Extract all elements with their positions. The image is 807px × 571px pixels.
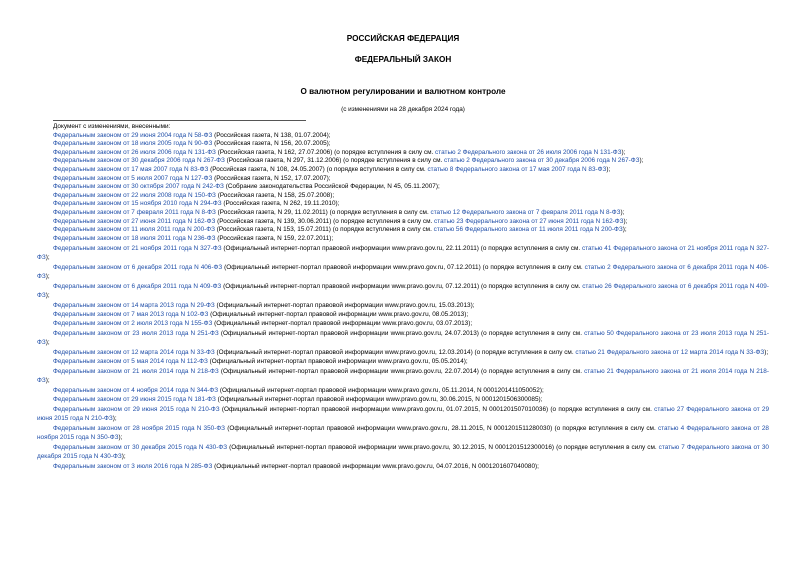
entry-into-force-article-link[interactable]: статью 27 Федерального закона от 29 июня 2015 года N 210-ФЗ xyxy=(37,405,769,422)
publication-info: (Официальный интернет-портал правовой информации www.pravo.gov.ru, 22.07.2014) (о порядке вступления в силу см. xyxy=(218,367,585,375)
amendment-entry xyxy=(37,175,769,184)
document-title-subject: О валютном регулировании и валютном контроле xyxy=(300,87,506,96)
amendment-entry xyxy=(37,368,769,386)
entry-into-force-article-link[interactable]: статью 8 Федерального закона от 17 мая 2007 года N 83-ФЗ xyxy=(427,165,607,173)
amendment-entry xyxy=(37,425,769,443)
publication-info: (Российская газета, N 138, 01.07.2004); xyxy=(212,131,331,139)
amending-law-link[interactable]: Федеральным законом от 11 июля 2011 года N 200-ФЗ xyxy=(53,226,215,234)
entry-closing: ); xyxy=(45,253,50,261)
entry-closing: ); xyxy=(606,165,611,173)
amending-law-link[interactable]: Федеральным законом от 21 июля 2014 года N 218-ФЗ xyxy=(53,367,219,375)
publication-info: (Официальный интернет-портал правовой информации www.pravo.gov.ru, 05.11.2014, N 0001201411050052); xyxy=(218,387,544,394)
amendment-entry xyxy=(37,245,769,263)
publication-info: (Официальный интернет-портал правовой информации www.pravo.gov.ru, 30.06.2015, N 0001201506300085); xyxy=(215,395,543,403)
amending-law-link[interactable]: Федеральным законом от 18 июля 2011 года N 236-ФЗ xyxy=(53,234,216,242)
amending-law-link[interactable]: Федеральным законом от 30 декабря 2006 года N 267-ФЗ xyxy=(53,157,225,165)
edition-note: (с изменениями на 28 декабря 2024 года) xyxy=(341,106,465,113)
amendment-entry xyxy=(37,140,769,149)
amending-law-link[interactable]: Федеральным законом от 17 мая 2007 года N 83-ФЗ xyxy=(53,165,209,173)
entry-closing: ); xyxy=(45,376,50,384)
amendment-entry xyxy=(37,396,769,405)
amendment-entry xyxy=(37,132,769,141)
amending-law-link[interactable]: Федеральным законом от 22 июля 2008 года N 150-ФЗ xyxy=(53,191,216,199)
entry-into-force-article-link[interactable]: статью 21 Федерального закона от 12 марта 2014 года N 33-ФЗ xyxy=(575,349,765,357)
entry-into-force-article-link[interactable]: статью 26 Федерального закона от 6 декабря 2011 года N 409-ФЗ xyxy=(37,283,769,300)
amendment-entry xyxy=(37,406,769,424)
amendment-entry xyxy=(37,320,769,329)
amending-law-link[interactable]: Федеральным законом от 12 марта 2014 года N 33-ФЗ xyxy=(53,349,215,357)
publication-info: (Официальный интернет-портал правовой информации www.pravo.gov.ru, 28.11.2015, N 0001201511280030) (о порядке вступления в силу см. xyxy=(225,424,658,432)
amendment-entry xyxy=(37,302,769,311)
publication-info: (Официальный интернет-портал правовой информации www.pravo.gov.ru, 03.07.2013); xyxy=(212,319,473,327)
publication-info: (Российская газета, N 139, 30.06.2011) (о порядке вступления в силу см. xyxy=(215,217,435,225)
amending-law-link[interactable]: Федеральным законом от 14 марта 2013 года N 29-ФЗ xyxy=(53,302,215,310)
publication-info: (Официальный интернет-портал правовой информации www.pravo.gov.ru, 24.07.2013) (о порядке вступления в силу см. xyxy=(218,329,585,337)
amending-law-link[interactable]: Федеральным законом от 2 июля 2013 года N 155-ФЗ xyxy=(53,319,213,327)
amendment-entry xyxy=(37,444,769,462)
amendment-entry xyxy=(37,235,769,244)
amending-law-link[interactable]: Федеральным законом от 4 ноября 2014 года N 344-ФЗ xyxy=(53,387,219,394)
publication-info: (Собрание законодательства Российской Федерации, N 45, 05.11.2007); xyxy=(223,183,440,191)
entry-into-force-article-link[interactable]: статью 2 Федерального закона от 26 июля 2006 года N 131-ФЗ xyxy=(435,148,622,156)
entry-closing: ); xyxy=(45,272,50,280)
amendment-entry xyxy=(37,349,769,358)
separator-rule xyxy=(53,120,306,121)
amendment-entry xyxy=(37,183,769,192)
publication-info: (Российская газета, N 153, 15.07.2011) (о порядке вступления в силу см. xyxy=(214,226,434,234)
entry-closing: ); xyxy=(121,452,126,460)
amending-law-link[interactable]: Федеральным законом от 27 июня 2011 года N 162-ФЗ xyxy=(53,217,216,225)
publication-info: (Российская газета, N 159, 22.07.2011); xyxy=(215,234,334,242)
amending-law-link[interactable]: Федеральным законом от 29 июня 2015 года N 210-ФЗ xyxy=(53,405,220,413)
publication-info: (Российская газета, N 297, 31.12.2006) (о порядке вступления в силу см. xyxy=(224,157,445,165)
amendment-entry xyxy=(37,209,769,218)
publication-info: (Российская газета, N 152, 17.07.2007); xyxy=(212,174,331,182)
entry-into-force-article-link[interactable]: статью 12 Федерального закона от 7 февраля 2011 года N 8-ФЗ xyxy=(430,208,621,216)
entry-into-force-article-link[interactable]: статью 21 Федерального закона от 21 июля 2014 года N 218-ФЗ xyxy=(37,367,769,384)
publication-info: (Официальный интернет-портал правовой информации www.pravo.gov.ru, 22.11.2011) (о порядке вступления в силу см. xyxy=(221,244,582,252)
entry-into-force-article-link[interactable]: статью 2 Федерального закона от 6 декабря 2011 года N 406-ФЗ xyxy=(37,264,769,280)
entry-closing: ); xyxy=(112,414,117,422)
entry-closing: ); xyxy=(621,148,626,156)
amending-law-link[interactable]: Федеральным законом от 30 октября 2007 года N 242-ФЗ xyxy=(53,183,224,191)
amendment-entry xyxy=(37,166,769,175)
amending-law-link[interactable]: Федеральным законом от 23 июля 2013 года N 251-ФЗ xyxy=(53,329,219,337)
publication-info: (Российская газета, N 29, 11.02.2011) (о порядке вступления в силу см. xyxy=(215,208,431,216)
publication-info: (Официальный интернет-портал правовой информации www.pravo.gov.ru, 15.03.2013); xyxy=(214,302,475,310)
amendment-entry xyxy=(37,283,769,301)
document-title-type: ФЕДЕРАЛЬНЫЙ ЗАКОН xyxy=(354,55,452,64)
amendments-intro: Документ с изменениями, внесенными: xyxy=(53,123,171,130)
entry-closing: ); xyxy=(639,157,644,165)
entry-into-force-article-link[interactable]: статью 7 Федерального закона от 30 декабря 2015 года N 430-ФЗ xyxy=(37,444,769,460)
publication-info: (Официальный интернет-портал правовой информации www.pravo.gov.ru, 05.05.2014); xyxy=(207,357,468,365)
publication-info: (Официальный интернет-портал правовой информации www.pravo.gov.ru, 01.07.2015, N 0001201507010036) (о порядке вступления в силу см. xyxy=(219,405,655,413)
amendment-entry xyxy=(37,218,769,227)
entry-closing: ); xyxy=(118,433,123,441)
amending-law-link[interactable]: Федеральным законом от 28 ноября 2015 года N 350-ФЗ xyxy=(53,424,226,432)
amendment-entry xyxy=(37,387,769,396)
amending-law-link[interactable]: Федеральным законом от 7 февраля 2011 года N 8-ФЗ xyxy=(53,208,216,216)
amending-law-link[interactable]: Федеральным законом от 29 июня 2004 года N 58-ФЗ xyxy=(53,131,213,139)
amendment-entry xyxy=(37,463,769,472)
entry-into-force-article-link[interactable]: статью 41 Федерального закона от 21 ноября 2011 года N 327-ФЗ xyxy=(37,244,769,261)
amending-law-link[interactable]: Федеральным законом от 3 июля 2016 года N 285-ФЗ xyxy=(53,463,213,471)
publication-info: (Российская газета, N 262, 19.11.2010); xyxy=(221,200,340,208)
amending-law-link[interactable]: Федеральным законом от 15 ноября 2010 года N 294-ФЗ xyxy=(53,200,222,208)
publication-info: (Российская газета, N 158, 25.07.2008); xyxy=(215,191,335,199)
amending-law-link[interactable]: Федеральным законом от 30 декабря 2015 года N 430-ФЗ xyxy=(53,444,228,452)
entry-closing: ); xyxy=(620,208,625,216)
entry-into-force-article-link[interactable]: статью 4 Федерального закона от 28 ноября 2015 года N 350-ФЗ xyxy=(37,424,769,441)
amending-law-link[interactable]: Федеральным законом от 29 июня 2015 года N 181-ФЗ xyxy=(53,395,216,403)
amendment-entry xyxy=(37,311,769,320)
document-title-country: РОССИЙСКАЯ ФЕДЕРАЦИЯ xyxy=(346,34,460,43)
amending-law-link[interactable]: Федеральным законом от 6 декабря 2011 года N 409-ФЗ xyxy=(53,283,222,291)
publication-info: (Российская газета, N 108, 24.05.2007) (о порядке вступления в силу см. xyxy=(208,165,428,173)
publication-info: (Официальный интернет-портал правовой информации www.pravo.gov.ru, 30.12.2015, N 0001201512300016) (о порядке вступления в силу см. xyxy=(227,444,659,452)
publication-info: (Официальный интернет-портал правовой информации www.pravo.gov.ru, 07.12.2011) (о порядке вступления в силу см. xyxy=(221,283,583,291)
publication-info: (Российская газета, N 162, 27.07.2006) (о порядке вступления в силу см. xyxy=(215,148,436,156)
amendments-list xyxy=(37,132,769,472)
publication-info: (Официальный интернет-портал правовой информации www.pravo.gov.ru, 12.03.2014) (о порядке вступления в силу см. xyxy=(214,349,576,357)
entry-closing: ); xyxy=(623,217,628,225)
amendment-entry xyxy=(37,157,769,166)
amendment-entry xyxy=(37,226,769,235)
entry-closing: ); xyxy=(45,338,50,346)
publication-info: (Официальный интернет-портал правовой информации www.pravo.gov.ru, 08.05.2013); xyxy=(208,311,469,319)
amendment-entry xyxy=(37,264,769,282)
entry-into-force-article-link[interactable]: статью 56 Федерального закона от 11 июля 2011 года N 200-ФЗ xyxy=(433,226,623,234)
entry-closing: ); xyxy=(45,292,50,300)
amending-law-link[interactable]: Федеральным законом от 5 июля 2007 года N 127-ФЗ xyxy=(53,174,213,182)
amendment-entry xyxy=(37,358,769,367)
entry-into-force-article-link[interactable]: статью 2 Федерального закона от 30 декабря 2006 года N 267-ФЗ xyxy=(444,157,640,165)
amending-law-link[interactable]: Федеральным законом от 26 июля 2006 года N 131-ФЗ xyxy=(53,148,216,156)
amending-law-link[interactable]: Федеральным законом от 5 мая 2014 года N 112-ФЗ xyxy=(53,357,208,365)
entry-into-force-article-link[interactable]: статью 23 Федерального закона от 27 июня 2011 года N 162-ФЗ xyxy=(434,217,624,225)
publication-info: (Официальный интернет-портал правовой информации www.pravo.gov.ru, 04.07.2016, N 0001201607040080); xyxy=(212,463,539,471)
amending-law-link[interactable]: Федеральным законом от 21 ноября 2011 года N 327-ФЗ xyxy=(53,244,222,252)
amendment-entry xyxy=(37,330,769,348)
entry-closing: ); xyxy=(764,349,769,357)
amending-law-link[interactable]: Федеральным законом от 18 июля 2005 года N 90-ФЗ xyxy=(53,140,213,148)
publication-info: (Официальный интернет-портал правовой информации www.pravo.gov.ru, 07.12.2011) (о порядке вступления в силу см. xyxy=(222,264,585,272)
amendment-entry xyxy=(37,200,769,209)
entry-closing: ); xyxy=(622,226,627,234)
amending-law-link[interactable]: Федеральным законом от 6 декабря 2011 года N 406-ФЗ xyxy=(53,264,223,272)
publication-info: (Российская газета, N 156, 20.07.2005); xyxy=(212,140,331,148)
amending-law-link[interactable]: Федеральным законом от 7 мая 2013 года N 102-ФЗ xyxy=(53,311,209,319)
entry-into-force-article-link[interactable]: статью 50 Федерального закона от 23 июля 2013 года N 251-ФЗ xyxy=(37,329,769,346)
